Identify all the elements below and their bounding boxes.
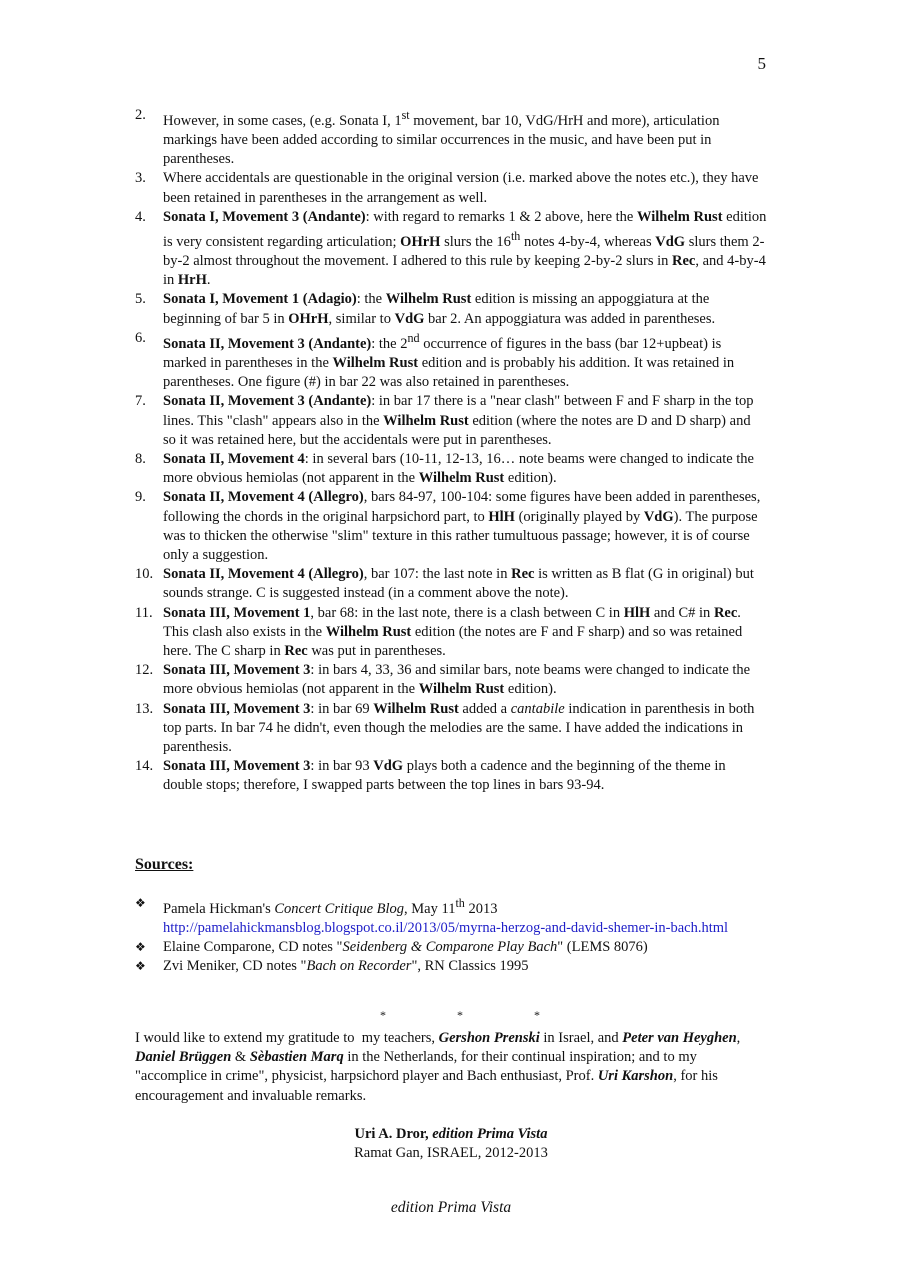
note-number: 14. bbox=[135, 758, 154, 775]
note-number: 3. bbox=[135, 170, 146, 187]
note-number: 13. bbox=[135, 700, 154, 717]
diamond-bullet-icon: ❖ bbox=[135, 896, 146, 910]
note-text: Sonata I, Movement 3 (Andante): with regard to remarks 1 & 2 above, here the Wilhelm Rust edition is very consistent regarding articulation; OHrH slurs the 16th notes 4-by-4, whereas VdG slurs them 2-by-2 almost throughout the movement. I adhered to this rule by keeping 2-by-2 slurs in Rec, and 4-by-4 in HrH. bbox=[163, 208, 767, 289]
note-item bbox=[135, 329, 767, 392]
publisher-name: edition Prima Vista bbox=[432, 1126, 548, 1142]
note-text: Sonata II, Movement 4 (Allegro), bar 107: the last note in Rec is written as B flat (G in original) but sounds strange. C is suggested instead (in a comment above the note). bbox=[163, 566, 754, 602]
note-item bbox=[135, 757, 767, 795]
sources-heading: Sources: bbox=[135, 856, 194, 873]
note-item bbox=[135, 450, 767, 488]
source-item bbox=[135, 957, 767, 976]
note-item bbox=[135, 106, 767, 169]
note-text: Sonata II, Movement 4 (Allegro), bars 84-97, 100-104: some figures have been added in parentheses, following the chords in the original harpsichord part, to HlH (originally played by VdG). The purpose was to thicken the otherwise "slim" texture in this rather tumultuous passage; however, it is of course only a suggestion. bbox=[163, 489, 761, 563]
note-text: Sonata II, Movement 4: in several bars (10-11, 12-13, 16… note beams were changed to indicate the more obvious hemiolas (not apparent in the Wilhelm Rust edition). bbox=[163, 450, 754, 487]
diamond-bullet-icon: ❖ bbox=[135, 940, 146, 955]
note-number: 2. bbox=[135, 107, 146, 123]
note-number: 5. bbox=[135, 291, 146, 308]
signature-place: Ramat Gan, ISRAEL, 2012-2013 bbox=[354, 1145, 548, 1162]
note-item bbox=[135, 565, 767, 603]
note-text: Sonata III, Movement 3: in bar 69 Wilhelm Rust added a cantabile indication in parenthesis in both top parts. In bar 74 he didn't, even though the melodies are the same. I have added the indications in parenthesis. bbox=[163, 700, 755, 755]
source-item bbox=[135, 894, 767, 938]
note-number: 6. bbox=[135, 329, 146, 346]
note-text: Sonata III, Movement 3: in bar 93 VdG plays both a cadence and the beginning of the theme in double stops; therefore, I swapped parts between the top lines in bars 93-94. bbox=[163, 758, 726, 794]
note-item bbox=[135, 290, 767, 328]
note-number: 10. bbox=[135, 566, 154, 583]
source-item bbox=[135, 938, 767, 957]
note-text: Sonata III, Movement 1, bar 68: in the last note, there is a clash between C in HlH and C# in Rec. This clash also exists in the Wilhelm Rust edition (the notes are F and F sharp) and so was retained here. The C sharp in Rec was put in parentheses. bbox=[163, 604, 743, 659]
note-number: 4. bbox=[135, 208, 146, 225]
note-number: 8. bbox=[135, 450, 146, 467]
source-text[interactable]: Pamela Hickman's Concert Critique Blog, May 11th 2013 http://pamelahickmansblog.blogspot.co.il/2013/05/myrna-herzog-and-david-shemer-in-bach.html bbox=[163, 896, 729, 937]
note-item bbox=[135, 488, 767, 565]
note-number: 9. bbox=[135, 489, 146, 506]
note-text: Sonata II, Movement 3 (Andante): in bar 17 there is a "near clash" between F and F sharp in the top lines. This "clash" appears also in the Wilhelm Rust edition (where the notes are D and D sharp) and so it was retained here, but the accidentals were put in parentheses. bbox=[163, 393, 754, 448]
page-number: 5 bbox=[757, 54, 766, 73]
page-footer: edition Prima Vista bbox=[390, 1199, 512, 1216]
note-text: Sonata I, Movement 1 (Adagio): the Wilhelm Rust edition is missing an appoggiatura at the beginning of bar 5 in OHrH, similar to VdG bar 2. An appoggiatura was added in parentheses. bbox=[163, 291, 716, 327]
section-separator bbox=[380, 1008, 540, 1022]
note-item bbox=[135, 208, 767, 291]
editorial-notes-list bbox=[135, 106, 767, 796]
note-text: Sonata II, Movement 3 (Andante): the 2nd occurrence of figures in the bass (bar 12+upbeat) is marked in parentheses in the Wilhelm Rust edition and is probably his addition. It was retained in parentheses. One figure (#) in bar 22 was also retained in parentheses. bbox=[163, 330, 735, 391]
note-text: Sonata III, Movement 3: in bars 4, 33, 36 and similar bars, note beams were changed to indicate the more obvious hemiolas (not apparent in the Wilhelm Rust edition). bbox=[163, 662, 751, 698]
note-text: However, in some cases, (e.g. Sonata I, 1st movement, bar 10, VdG/HrH and more), articulation markings have been added according to similar occurrences in the music, and have been put in parentheses. bbox=[163, 108, 720, 168]
note-item bbox=[135, 169, 767, 207]
note-item bbox=[135, 661, 767, 699]
author-name: Uri A. Dror, bbox=[354, 1126, 429, 1142]
signature-block bbox=[135, 1125, 767, 1163]
separator-asterisk: * bbox=[534, 1008, 540, 1022]
note-item bbox=[135, 604, 767, 662]
separator-asterisk: * bbox=[380, 1008, 386, 1022]
note-number: 11. bbox=[135, 604, 153, 621]
note-number: 12. bbox=[135, 662, 154, 679]
source-text: Zvi Meniker, CD notes "Bach on Recorder", RN Classics 1995 bbox=[163, 958, 529, 975]
sources-list bbox=[135, 894, 767, 977]
source-text: Elaine Comparone, CD notes "Seidenberg & Comparone Play Bach" (LEMS 8076) bbox=[163, 939, 648, 956]
signature-line bbox=[135, 1125, 767, 1144]
diamond-bullet-icon: ❖ bbox=[135, 959, 146, 974]
note-item bbox=[135, 392, 767, 450]
note-text: Where accidentals are questionable in the original version (i.e. marked above the notes etc.), they have been retained in parentheses in the arrangement as well. bbox=[163, 170, 759, 206]
note-number: 7. bbox=[135, 393, 146, 410]
acknowledgements-paragraph: I would like to extend my gratitude to my teachers, Gershon Prenski in Israel, and Peter van Heyghen, Daniel Brüggen & Sèbastien Marq in the Netherlands, for their continual inspiration; and to my "accomplice in crime", physicist, harpsichord player and Bach enthusiast, Prof. Uri Karshon, for his encouragement and invaluable remarks. bbox=[135, 1030, 741, 1104]
separator-asterisk: * bbox=[457, 1008, 463, 1022]
note-item bbox=[135, 700, 767, 758]
